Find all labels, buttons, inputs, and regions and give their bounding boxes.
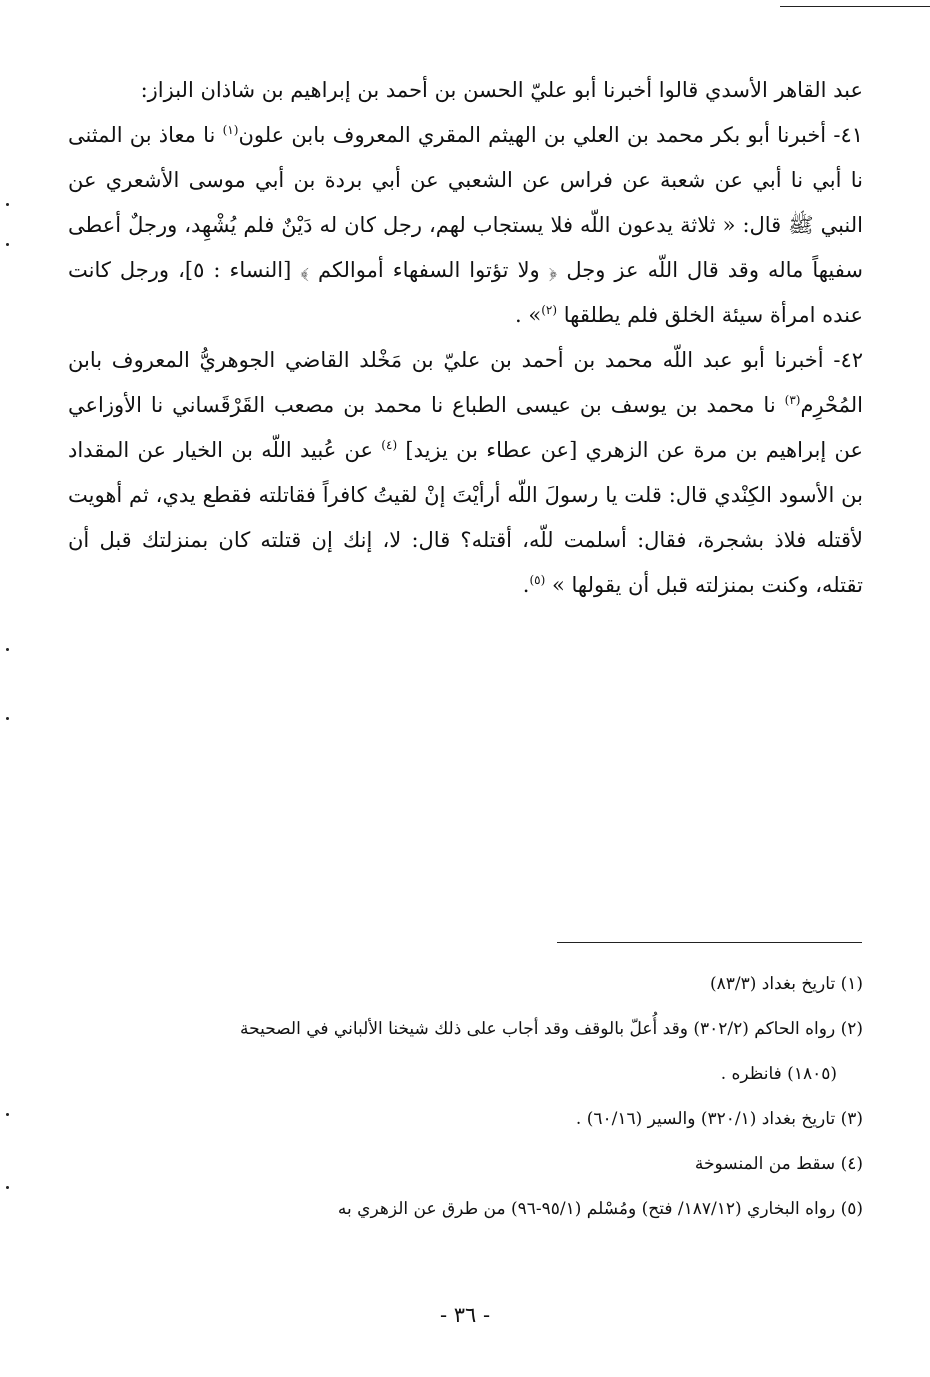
margin-mark	[6, 243, 9, 246]
margin-mark	[6, 717, 9, 720]
footnote-ref-2: (٢)	[541, 303, 558, 317]
paragraph-41-head: ٤١- أخبرنا أبو بكر محمد بن العلي بن الهيثم المقري المعروف بابن علون	[238, 123, 863, 147]
paragraph-42-end: .	[522, 573, 530, 597]
footnote-4: (٤) سقط من المنسوخة	[694, 1154, 863, 1174]
paragraph-41-body: نا معاذ بن المثنى نا أبي نا أبي عن شعبة عن فراس عن الشعبي عن أبي بردة بن أبي موسى الأشعري عن النبي ﷺ قال: « ثلاثة يدعون اللّه فلا يستجاب لهم، رجل كان له دَيْنٌ فلم يُشْهِد، ورجلٌ أعطى سفيهاً ماله وقد قال اللّه عز وجل ﴿ ولا تؤتوا السفهاء أموالكم ﴾ [النساء : ٥]، ورجل كانت عنده امرأة سيئة الخلق فلم يطلقها	[68, 123, 863, 327]
paragraph-41	[68, 113, 863, 338]
page-number: - ٣٦ -	[439, 1303, 491, 1327]
paragraph-42	[68, 338, 863, 608]
main-text	[68, 68, 863, 608]
footnote-ref-1: (١)	[222, 123, 239, 137]
footnote-ref-4: (٤)	[381, 438, 398, 452]
footnote-2-cont: (١٨٠٥) فانظره .	[720, 1064, 837, 1084]
footnote-2: (٢) رواه الحاكم (٣٠٢/٢) وقد أُعلّ بالوقف وقد أجاب على ذلك شيخنا الألباني في الصحيحة	[239, 1019, 863, 1039]
top-rule	[780, 6, 930, 7]
footnotes	[68, 962, 863, 1232]
margin-mark	[6, 1186, 9, 1189]
footnote-5: (٥) رواه البخاري (١٨٧/١٢/ فتح) ومُسْلم (٩٥/١-٩٦) من طرق عن الزهري به	[337, 1199, 863, 1219]
footnote-ref-3: (٣)	[784, 393, 801, 407]
paragraph-42-head: ٤٢- أخبرنا أبو عبد اللّه محمد بن أحمد بن عليّ بن مَخْلد القاضي الجوهريُّ المعروف بابن المُحْرِم	[68, 348, 863, 417]
margin-mark	[6, 1113, 9, 1116]
paragraph-42-body: نا محمد بن يوسف بن عيسى الطباع نا محمد بن مصعب القَرْقَساني نا الأوزاعي عن إبراهيم بن مرة عن الزهري [عن عطاء بن يزيد]	[68, 393, 863, 462]
footnote-3: (٣) تاريخ بغداد (٣٢٠/١) والسير (٦٠/١٦) .	[575, 1109, 863, 1129]
paragraph-41-end: » .	[515, 303, 542, 327]
paragraph-42-body-2: عن عُبيد اللّه بن الخيار عن المقداد بن الأسود الكِنْدي قال: قلت يا رسولَ اللّه أرأيْتَ إنْ لقيتُ كافراً فقاتلته فقطع يدي، ثم أهويت لأقتله فلاذ بشجرة، فقال: أسلمت للّه، أقتله؟ قال: لا، إنك إن قتلته كان بمنزلتك قبل أن تقتله، وكنت بمنزلته قبل أن يقولها »	[68, 438, 863, 597]
footnote-ref-5: (٥)	[529, 573, 546, 587]
margin-mark	[6, 203, 9, 206]
footnote-separator	[557, 942, 862, 943]
margin-mark	[6, 648, 9, 651]
paragraph-intro: عبد القاهر الأسدي قالوا أخبرنا أبو عليّ الحسن بن أحمد بن إبراهيم بن شاذان البزاز:	[140, 78, 863, 102]
footnote-1: (١) تاريخ بغداد (٨٣/٣)	[710, 974, 863, 994]
